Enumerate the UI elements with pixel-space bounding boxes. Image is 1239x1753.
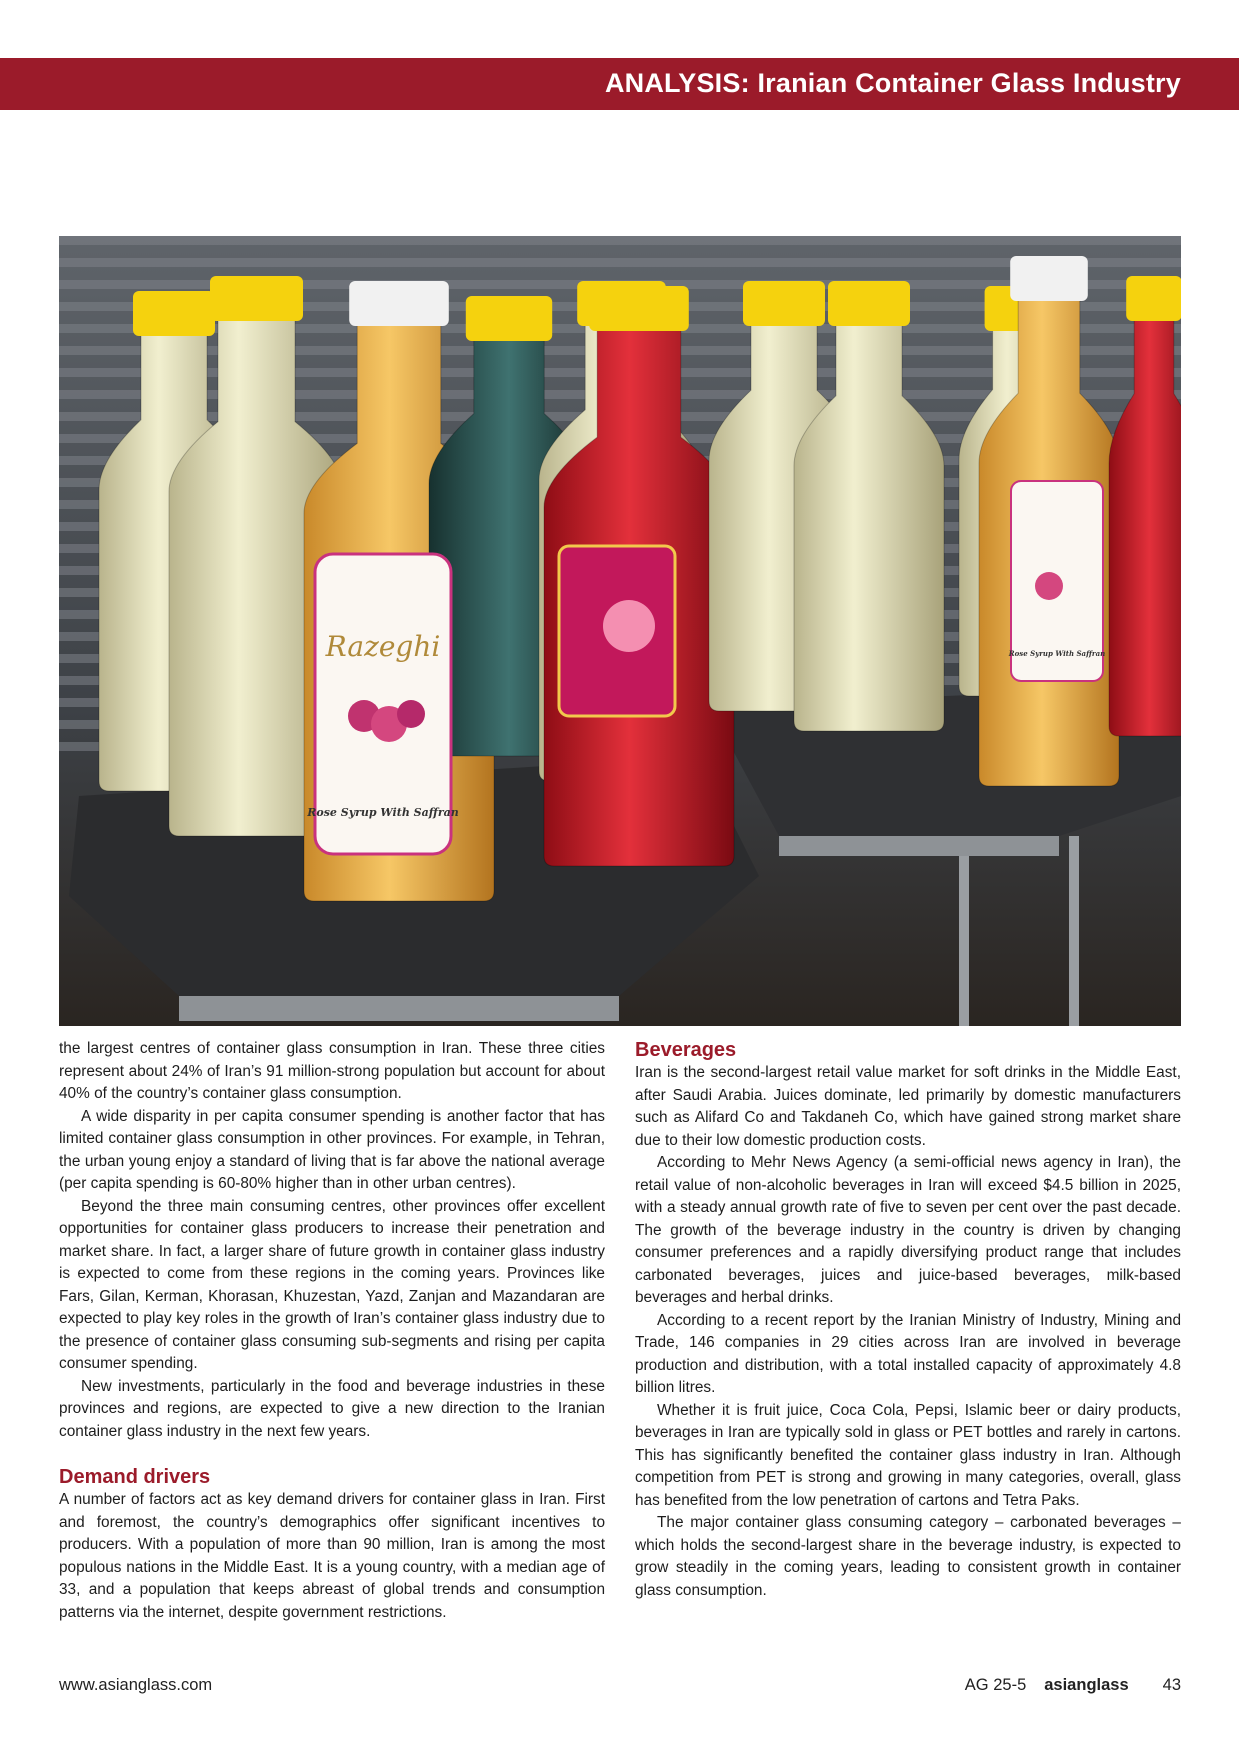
section-heading-demand-drivers: Demand drivers (59, 1466, 211, 1488)
paragraph: The major container glass consuming category – carbonated beverages – which holds the second-largest share in the beverage industry, is expected to grow steadily in the coming years, leading to consistent growth in container glass consumption. (635, 1514, 1181, 1599)
footer-info (947, 1676, 1181, 1695)
header-bar (0, 58, 1239, 110)
paragraph: Beyond the three main consuming centres, other provinces offer excellent opportunities for container glass producers to increase their penetration and market share. In fact, a larger share of future growth in container glass industry is expected to come from these regions in the coming years. Provinces like Fars, Gilan, Kerman, Khorasan, Khuzestan, Yazd, Zanjan and Mazandaran are expected to play key roles in the growth of Iran’s container glass industry due to the presence of container glass consuming sub-segments and rising per capita consumer spending. (59, 1197, 605, 1372)
paragraph: According to Mehr News Agency (a semi-official news agency in Iran), the retail value of non-alcoholic beverages in Iran will exceed $4.5 billion in 2025, with a steady annual growth rate of five to seven per cent over the past decade. The growth of the beverage industry in the country is driven by changing consumer preferences and a rapidly diversifying product range that includes carbonated beverages, juices and juice-based beverages, milk-based beverages and herbal drinks. (635, 1154, 1181, 1306)
paragraph: Whether it is fruit juice, Coca Cola, Pepsi, Islamic beer or dairy products, beverages in Iran are typically sold in glass or PET bottles and rarely in cartons. This has significantly benefited the container glass industry in Iran. Although competition from PET is strong and growing in many categories, overall, glass has benefited from the low penetration of cartons and Tetra Paks. (635, 1401, 1181, 1509)
paragraph: Iran is the second-largest retail value market for soft drinks in the Middle East, after Saudi Arabia. Juices dominate, led primarily by domestic manufacturers such as Alifard Co and Takdaneh Co, which have gained strong market share due to their low domestic production costs. (635, 1064, 1181, 1149)
page-number: 43 (1162, 1676, 1181, 1694)
paragraph: A number of factors act as key demand drivers for container glass in Iran. First and foremost, the country’s demographics offer significant incentives to producers. With a population of more than 90 million, Iran is among the most populous nations in the Middle East. It is a young country, with a median age of 33, and a population that keeps abreast of global trends and consumption patterns via the internet, despite government restrictions. (59, 1491, 605, 1621)
footer-url[interactable]: www.asianglass.com (59, 1676, 213, 1694)
magazine-name: asianglass (1044, 1676, 1129, 1694)
label-product-text: Rose Syrup With Saffran (307, 806, 459, 819)
paragraph: A wide disparity in per capita consumer spending is another factor that has limited container glass consumption in other provinces. For example, in Tehran, the urban young enjoy a standard of living that is far above the national average (per capita spending is 60-80% higher than in other urban centres). (59, 1107, 605, 1192)
issue-number: AG 25-5 (964, 1676, 1027, 1694)
article-photo (59, 236, 1181, 1026)
label-product-text-right: Rose Syrup With Saffran (1008, 649, 1106, 658)
paragraph: the largest centres of container glass consumption in Iran. These three cities represent about 24% of Iran’s 91 million-strong population but account for about 40% of the country’s container glass consumption. (59, 1040, 605, 1102)
section-heading-beverages: Beverages (635, 1039, 737, 1061)
right-column (635, 1038, 1181, 1602)
paragraph: New investments, particularly in the food and beverage industries in these provinces and regions, are expected to give a new direction to the Iranian container glass industry in the next few years. (59, 1377, 605, 1440)
paragraph: According to a recent report by the Iranian Ministry of Industry, Mining and Trade, 146 companies in 29 cities across Iran are involved in beverage production and distribution, with a total installed capacity of approximately 4.8 billion litres. (635, 1311, 1181, 1396)
label-brand-text: Razeghi (325, 630, 441, 663)
page-title: ANALYSIS: Iranian Container Glass Industry (604, 68, 1181, 98)
left-column (59, 1038, 605, 1624)
